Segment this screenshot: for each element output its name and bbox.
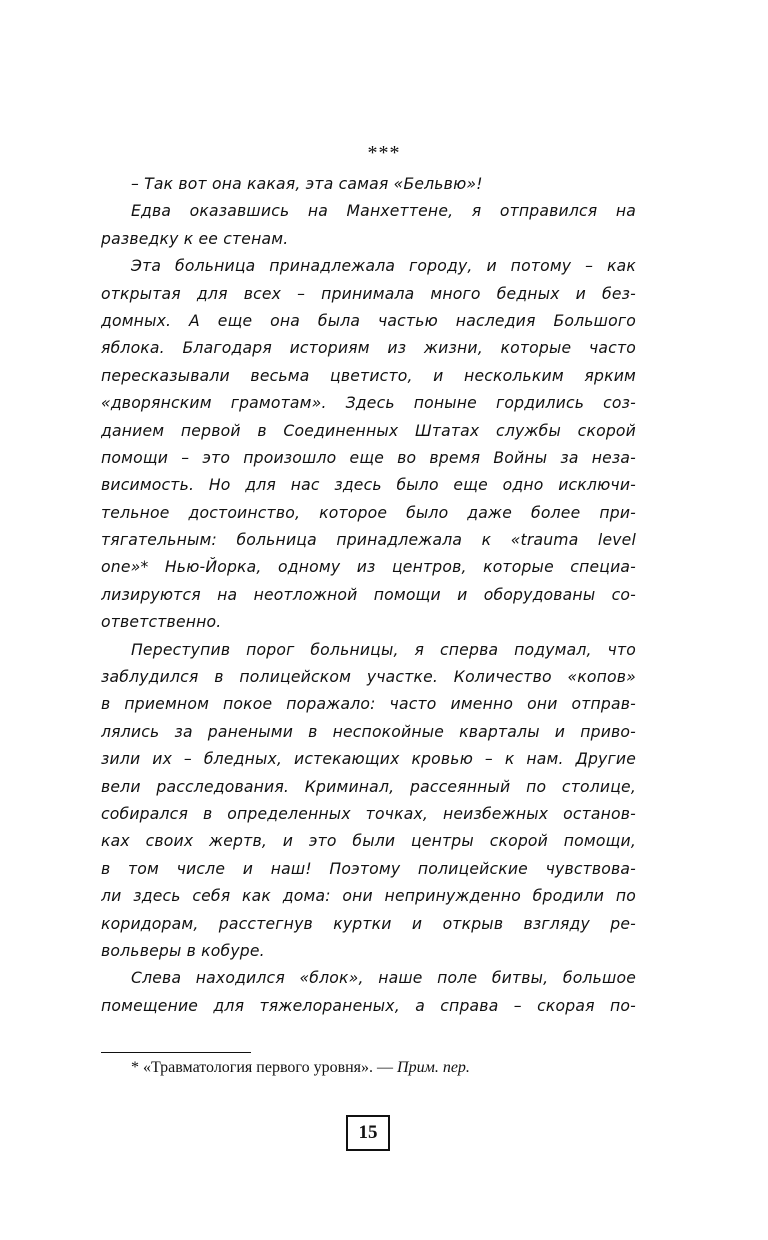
- text-line: коридорам, расстегнув куртки и открыв взгляду ре-: [101, 914, 636, 933]
- page-number: 15: [346, 1115, 390, 1151]
- text-line: «дворянским грамотам». Здесь поныне гордились соз-: [101, 394, 636, 413]
- text-line: ответственно.: [101, 613, 222, 632]
- text-line: домных. А еще она была частью наследия Большого: [101, 311, 636, 330]
- text-line: – Так вот она какая, эта самая «Бельвю»!: [131, 175, 483, 193]
- text-line: помощи – это произошло еще во время Войны за неза-: [101, 448, 636, 467]
- text-line: тельное достоинство, которое было даже более при-: [101, 503, 636, 522]
- text-line: заблудился в полицейском участке. Количество «копов»: [101, 668, 636, 687]
- text-line: в том числе и наш! Поэтому полицейские чувствова-: [101, 859, 636, 878]
- text-line: Переступив порог больницы, я сперва подумал, что: [131, 640, 636, 659]
- text-line: собирался в определенных точках, неизбежных останов-: [101, 804, 636, 823]
- footnote-text: * «Травматология первого уровня». —: [131, 1059, 398, 1076]
- footnote-note: Прим. пер.: [397, 1059, 470, 1076]
- text-line: вели расследования. Криминал, рассеянный по столице,: [101, 777, 636, 796]
- text-line: лялись за ранеными в неспокойные кварталы и приво-: [101, 722, 636, 741]
- text-line: висимость. Но для нас здесь было еще одно исключи-: [101, 476, 636, 495]
- text-line: ли здесь себя как дома: они непринужденно бродили по: [101, 887, 636, 906]
- text-line: данием первой в Соединенных Штатах службы скорой: [101, 421, 636, 440]
- section-separator: ***: [367, 142, 401, 164]
- text-line: Эта больница принадлежала городу, и потому – как: [131, 257, 636, 276]
- text-line: зили их – бледных, истекающих кровью – к нам. Другие: [101, 750, 636, 769]
- text-line: Едва оказавшись на Манхеттене, я отправился на: [131, 202, 636, 221]
- text-line: открытая для всех – принимала много бедных и без-: [101, 284, 636, 303]
- text-line: в приемном покое поражало: часто именно они отправ-: [101, 695, 636, 714]
- text-line: лизируются на неотложной помощи и оборудованы со-: [101, 585, 636, 604]
- text-line: яблока. Благодаря историям из жизни, которые часто: [101, 339, 636, 358]
- text-line: разведку к ее стенам.: [101, 229, 289, 248]
- footnote-divider: [101, 1052, 251, 1053]
- text-line: вольверы в кобуре.: [101, 941, 265, 960]
- text-line: тягательным: больница принадлежала к «trauma level: [101, 531, 636, 550]
- footnote: [131, 1059, 470, 1077]
- text-line: пересказывали весьма цветисто, и нескольким ярким: [101, 366, 636, 385]
- body-text: [101, 171, 636, 1020]
- text-line: one»* Нью-Йорка, одному из центров, которые специа-: [101, 558, 636, 577]
- text-line: Слева находился «блок», наше поле битвы, большое: [131, 969, 636, 988]
- text-line: помещение для тяжелораненых, а справа – скорая по-: [101, 996, 636, 1015]
- text-line: ках своих жертв, и это были центры скорой помощи,: [101, 832, 636, 851]
